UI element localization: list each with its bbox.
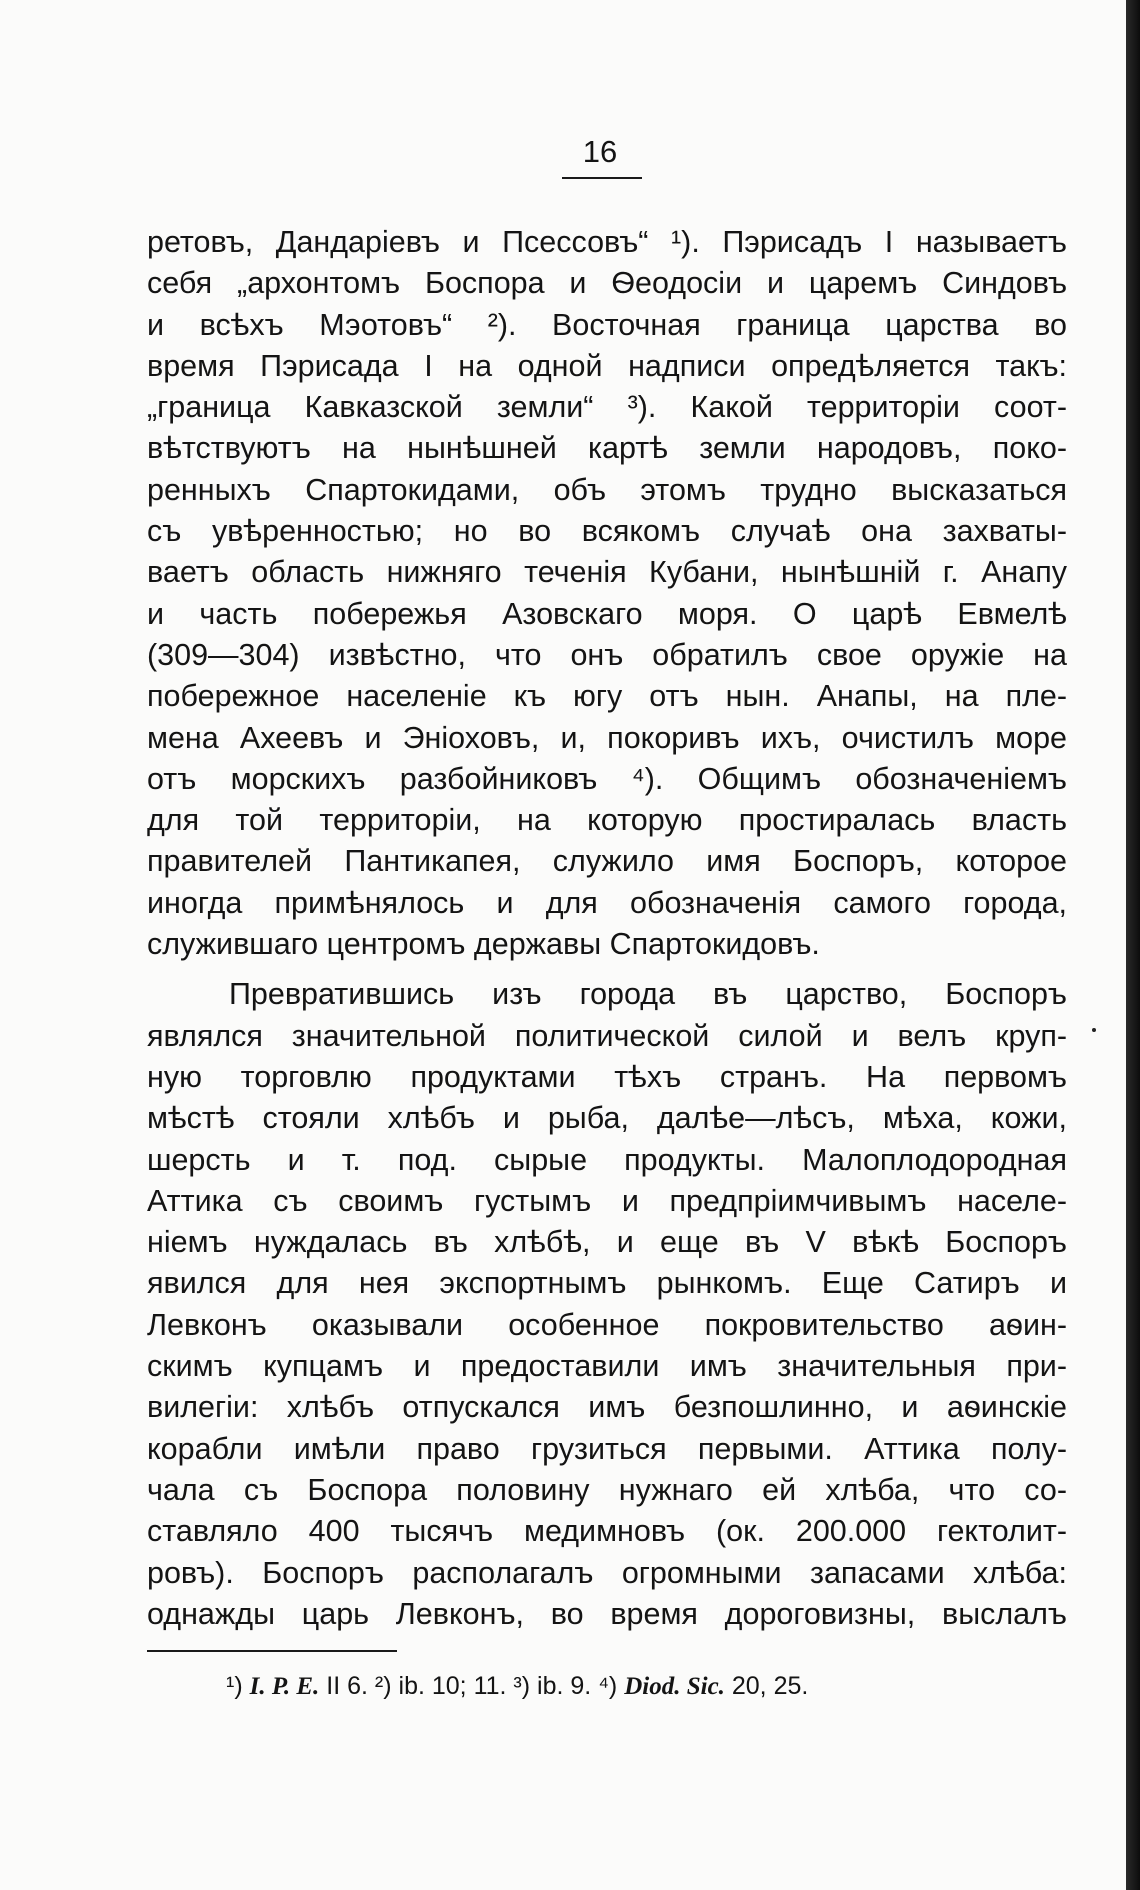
text-line: ставляло 400 тысячъ медимновъ (ок. 200.000 гектолит- <box>147 1514 1067 1549</box>
text-line: служившаго центромъ державы Спартокидовъ. <box>147 927 820 962</box>
page-number: 16 <box>582 134 618 169</box>
text-line: и часть побережья Азовскаго моря. О царѣ Евмелѣ <box>147 596 1067 631</box>
text-line: Левконъ оказывали особенное покровительство аѳин- <box>147 1307 1067 1342</box>
text-line: шерсть и т. под. сырые продукты. Малоплодородная <box>147 1142 1067 1177</box>
text-line: побережное населеніе къ югу отъ нын. Анапы, на пле- <box>147 679 1067 714</box>
text-line: ніемъ нуждалась въ хлѣбѣ, и еще въ V вѣкѣ Боспоръ <box>147 1225 1067 1260</box>
text-line: скимъ купцамъ и предоставили имъ значительныя при- <box>147 1349 1067 1384</box>
text-line: для той территоріи, на которую простиралась власть <box>147 803 1067 838</box>
text-line: „граница Кавказской земли“ ³). Какой территоріи соот- <box>147 390 1067 425</box>
text-line: явился для нея экспортнымъ рынкомъ. Еще Сатиръ и <box>147 1266 1067 1301</box>
footnote-reference: 20, 25. <box>731 1672 809 1700</box>
text-line: корабли имѣли право грузиться первыми. Аттика полу- <box>147 1431 1067 1466</box>
text-line: Аттика съ своимъ густымъ и предпріимчивымъ населе- <box>147 1183 1067 1218</box>
page-binding-edge <box>1126 0 1140 1890</box>
text-line: вилегіи: хлѣбъ отпускался имъ безпошлинно, и аѳинскіе <box>147 1390 1067 1425</box>
text-line: себя „архонтомъ Боспора и Ѳеодосіи и царемъ Синдовъ <box>147 266 1067 301</box>
text-line: съ увѣренностью; но во всякомъ случаѣ она захваты- <box>147 514 1067 549</box>
text-line: ную торговлю продуктами тѣхъ странъ. На первомъ <box>147 1059 1067 1094</box>
footnote-reference: II 6. <box>326 1672 368 1700</box>
text-line: ренныхъ Спартокидами, объ этомъ трудно высказаться <box>147 472 1067 507</box>
footnote-reference: ib. 10; 11. <box>398 1672 507 1700</box>
body-text <box>147 222 1067 1635</box>
text-line: время Пэрисада I на одной надписи опредѣляется такъ: <box>147 348 1067 383</box>
text-line: чала съ Боспора половину нужнаго ей хлѣба, что со- <box>147 1472 1067 1507</box>
paragraph-gap <box>147 965 1067 974</box>
text-line: правителей Пантикапея, служило имя Боспоръ, которое <box>147 844 1067 879</box>
footnote-marker: ²) <box>374 1672 392 1700</box>
footnote-reference: ib. 9. <box>537 1672 592 1700</box>
text-line: и всѣхъ Мэотовъ“ ²). Восточная граница царства во <box>147 307 1067 342</box>
text-line: являлся значительной политической силой и велъ круп- <box>147 1018 1067 1053</box>
footnote-marker: ³) <box>513 1672 531 1700</box>
footnote-marker: ⁴) <box>598 1672 618 1700</box>
text-line: ровъ). Боспоръ располагалъ огромными запасами хлѣба: <box>147 1555 1067 1590</box>
footnote-marker: ¹) <box>226 1672 243 1700</box>
text-line: мена Ахеевъ и Эніоховъ, и, покоривъ ихъ, очистилъ море <box>147 720 1067 755</box>
text-line: вѣтствуютъ на нынѣшней картѣ земли народовъ, поко- <box>147 431 1067 466</box>
footnote-source: Diod. Sic. <box>624 1673 725 1700</box>
text-line: ретовъ, Дандаріевъ и Псессовъ“ ¹). Пэрисадъ I называетъ <box>147 225 1067 259</box>
text-line: Превратившись изъ города въ царство, Боспоръ <box>229 977 1067 1012</box>
footnote-separator <box>147 1650 397 1652</box>
text-line: иногда примѣнялось и для обозначенія самого города, <box>147 885 1067 920</box>
margin-dot <box>1092 1028 1096 1032</box>
text-line: ваетъ область нижняго теченія Кубани, нынѣшній г. Анапу <box>147 555 1067 590</box>
page-number-underline <box>562 177 642 179</box>
text-line: мѣстѣ стояли хлѣбъ и рыба, далѣе—лѣсъ, мѣха, кожи, <box>147 1101 1067 1136</box>
text-line: однажды царь Левконъ, во время дороговизны, выслалъ <box>147 1596 1067 1631</box>
text-line: отъ морскихъ разбойниковъ ⁴). Общимъ обозначеніемъ <box>147 761 1067 796</box>
footnotes <box>226 1668 1026 1705</box>
footnote-source: I. P. E. <box>249 1673 320 1700</box>
text-line: (309—304) извѣстно, что онъ обратилъ свое оружіе на <box>147 637 1067 672</box>
